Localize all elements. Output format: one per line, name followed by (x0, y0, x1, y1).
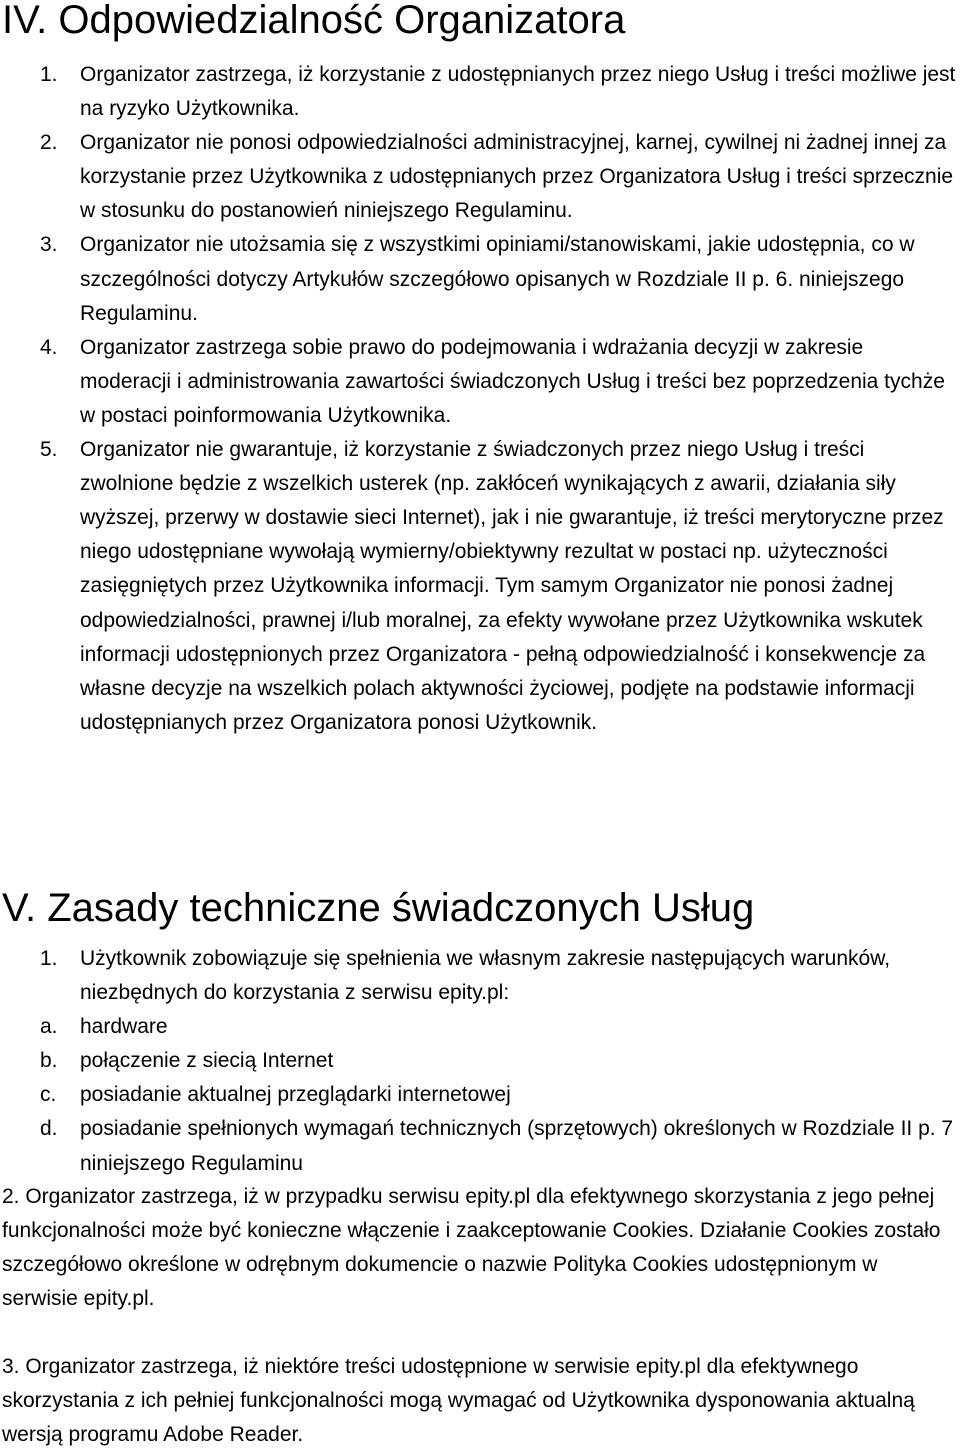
section-4-heading: IV. Odpowiedzialność Organizatora (2, 0, 626, 42)
list-marker: b. (40, 1049, 58, 1073)
list-marker: a. (40, 1015, 58, 1039)
list-item-text: posiadanie spełnionych wymagań technicznych (sprzętowych) określonych w Rozdziale II p. 7 niniejszego Regulaminu (80, 1117, 954, 1175)
list-marker: 4. (40, 335, 58, 359)
list-item-text: Organizator nie ponosi odpowiedzialności administracyjnej, karnej, cywilnej ni żadnej innej za korzystanie przez Użytkownika z udostępnianych przez Organizatora Usług i treści sprzecznie w stosunku do postanowień niniejszego Regulaminu. (80, 131, 954, 223)
section-5-list (0, 942, 960, 1181)
list-item-text: hardware (80, 1015, 168, 1039)
section-4-item-1 (0, 58, 960, 126)
section-5-item-b (0, 1044, 960, 1078)
list-item-text: posiadanie aktualnej przeglądarki internetowej (80, 1083, 511, 1107)
section-5-paragraph-2: 2. Organizator zastrzega, iż w przypadku serwisu epity.pl dla efektywnego skorzystania z jego pełnej funkcjonalności może być konieczne włączenie i zaakceptowanie Cookies. Działanie Cookies zostało szczegółowo określone w odrębnym dokumencie o nazwie Polityka Cookies udostępnionym w serwisie epity.pl. (2, 1185, 941, 1310)
list-marker: 1. (40, 63, 58, 86)
section-5-item-c (0, 1078, 960, 1112)
list-marker: d. (40, 1117, 58, 1141)
section-4-item-2 (0, 126, 960, 228)
section-5-paragraph-3: 3. Organizator zastrzega, iż niektóre treści udostępnione w serwisie epity.pl dla efektywnego skorzystania z ich pełniej funkcjonalności mogą wymagać od Użytkownika dysponowania aktualną wersją programu Adobe Reader. (2, 1355, 915, 1446)
list-item-text: Organizator zastrzega sobie prawo do podejmowania i wdrażania decyzji w zakresie moderacji i administrowania zawartości świadczonych Usług i treści bez poprzedzenia tychże w postaci poinformowania Użytkownika. (80, 335, 945, 427)
list-item-text: Użytkownik zobowiązuje się spełnienia we własnym zakresie następujących warunków, niezbędnych do korzystania z serwisu epity.pl: (80, 947, 891, 1005)
section-5-item-1 (0, 942, 960, 1010)
list-item-text: Organizator nie utożsamia się z wszystkimi opiniami/stanowiskami, jakie udostępnia, co w szczególności dotyczy Artykułów szczegółowo opisanych w Rozdziale II p. 6. niniejszego Regulaminu. (80, 233, 915, 325)
list-marker: c. (40, 1083, 57, 1107)
list-item-text: Organizator zastrzega, iż korzystanie z udostępnianych przez niego Usług i treści możliwe jest na ryzyko Użytkownika. (80, 63, 956, 121)
section-4-item-3 (0, 228, 960, 330)
list-item-text: połączenie z siecią Internet (80, 1049, 334, 1073)
section-5-item-d (0, 1112, 960, 1180)
section-5-item-a (0, 1010, 960, 1044)
section-4-item-4 (0, 331, 960, 433)
list-marker: 2. (40, 131, 58, 155)
section-5-heading: V. Zasady techniczne świadczonych Usług (2, 886, 755, 930)
list-marker: 1. (40, 947, 58, 970)
list-marker: 5. (40, 438, 58, 462)
list-item-text: Organizator nie gwarantuje, iż korzystanie z świadczonych przez niego Usług i treści zwolnione będzie z wszelkich usterek (np. zakłóceń wynikających z awarii, działania siły wyższej, przerwy w dostawie sieci Internet), jak i nie gwarantuje, iż treści merytoryczne przez niego udostępniane wywołają wymierny/obiektywny rezultat w postaci np. użyteczności zasięgniętych przez Użytkownika informacji. Tym samym Organizator nie ponosi żadnej odpowiedzialności, prawnej i/lub moralnej, za efekty wywołane przez Użytkownika wskutek informacji udostępnionych przez Organizatora - pełną odpowiedzialność i konsekwencje za własne decyzje na wszelkich polach aktywności życiowej, podjęte na podstawie informacji udostępnianych przez Organizatora ponosi Użytkownik. (80, 438, 944, 734)
list-marker: 3. (40, 233, 58, 257)
section-4-item-5 (0, 433, 960, 740)
section-4-list (0, 58, 960, 740)
